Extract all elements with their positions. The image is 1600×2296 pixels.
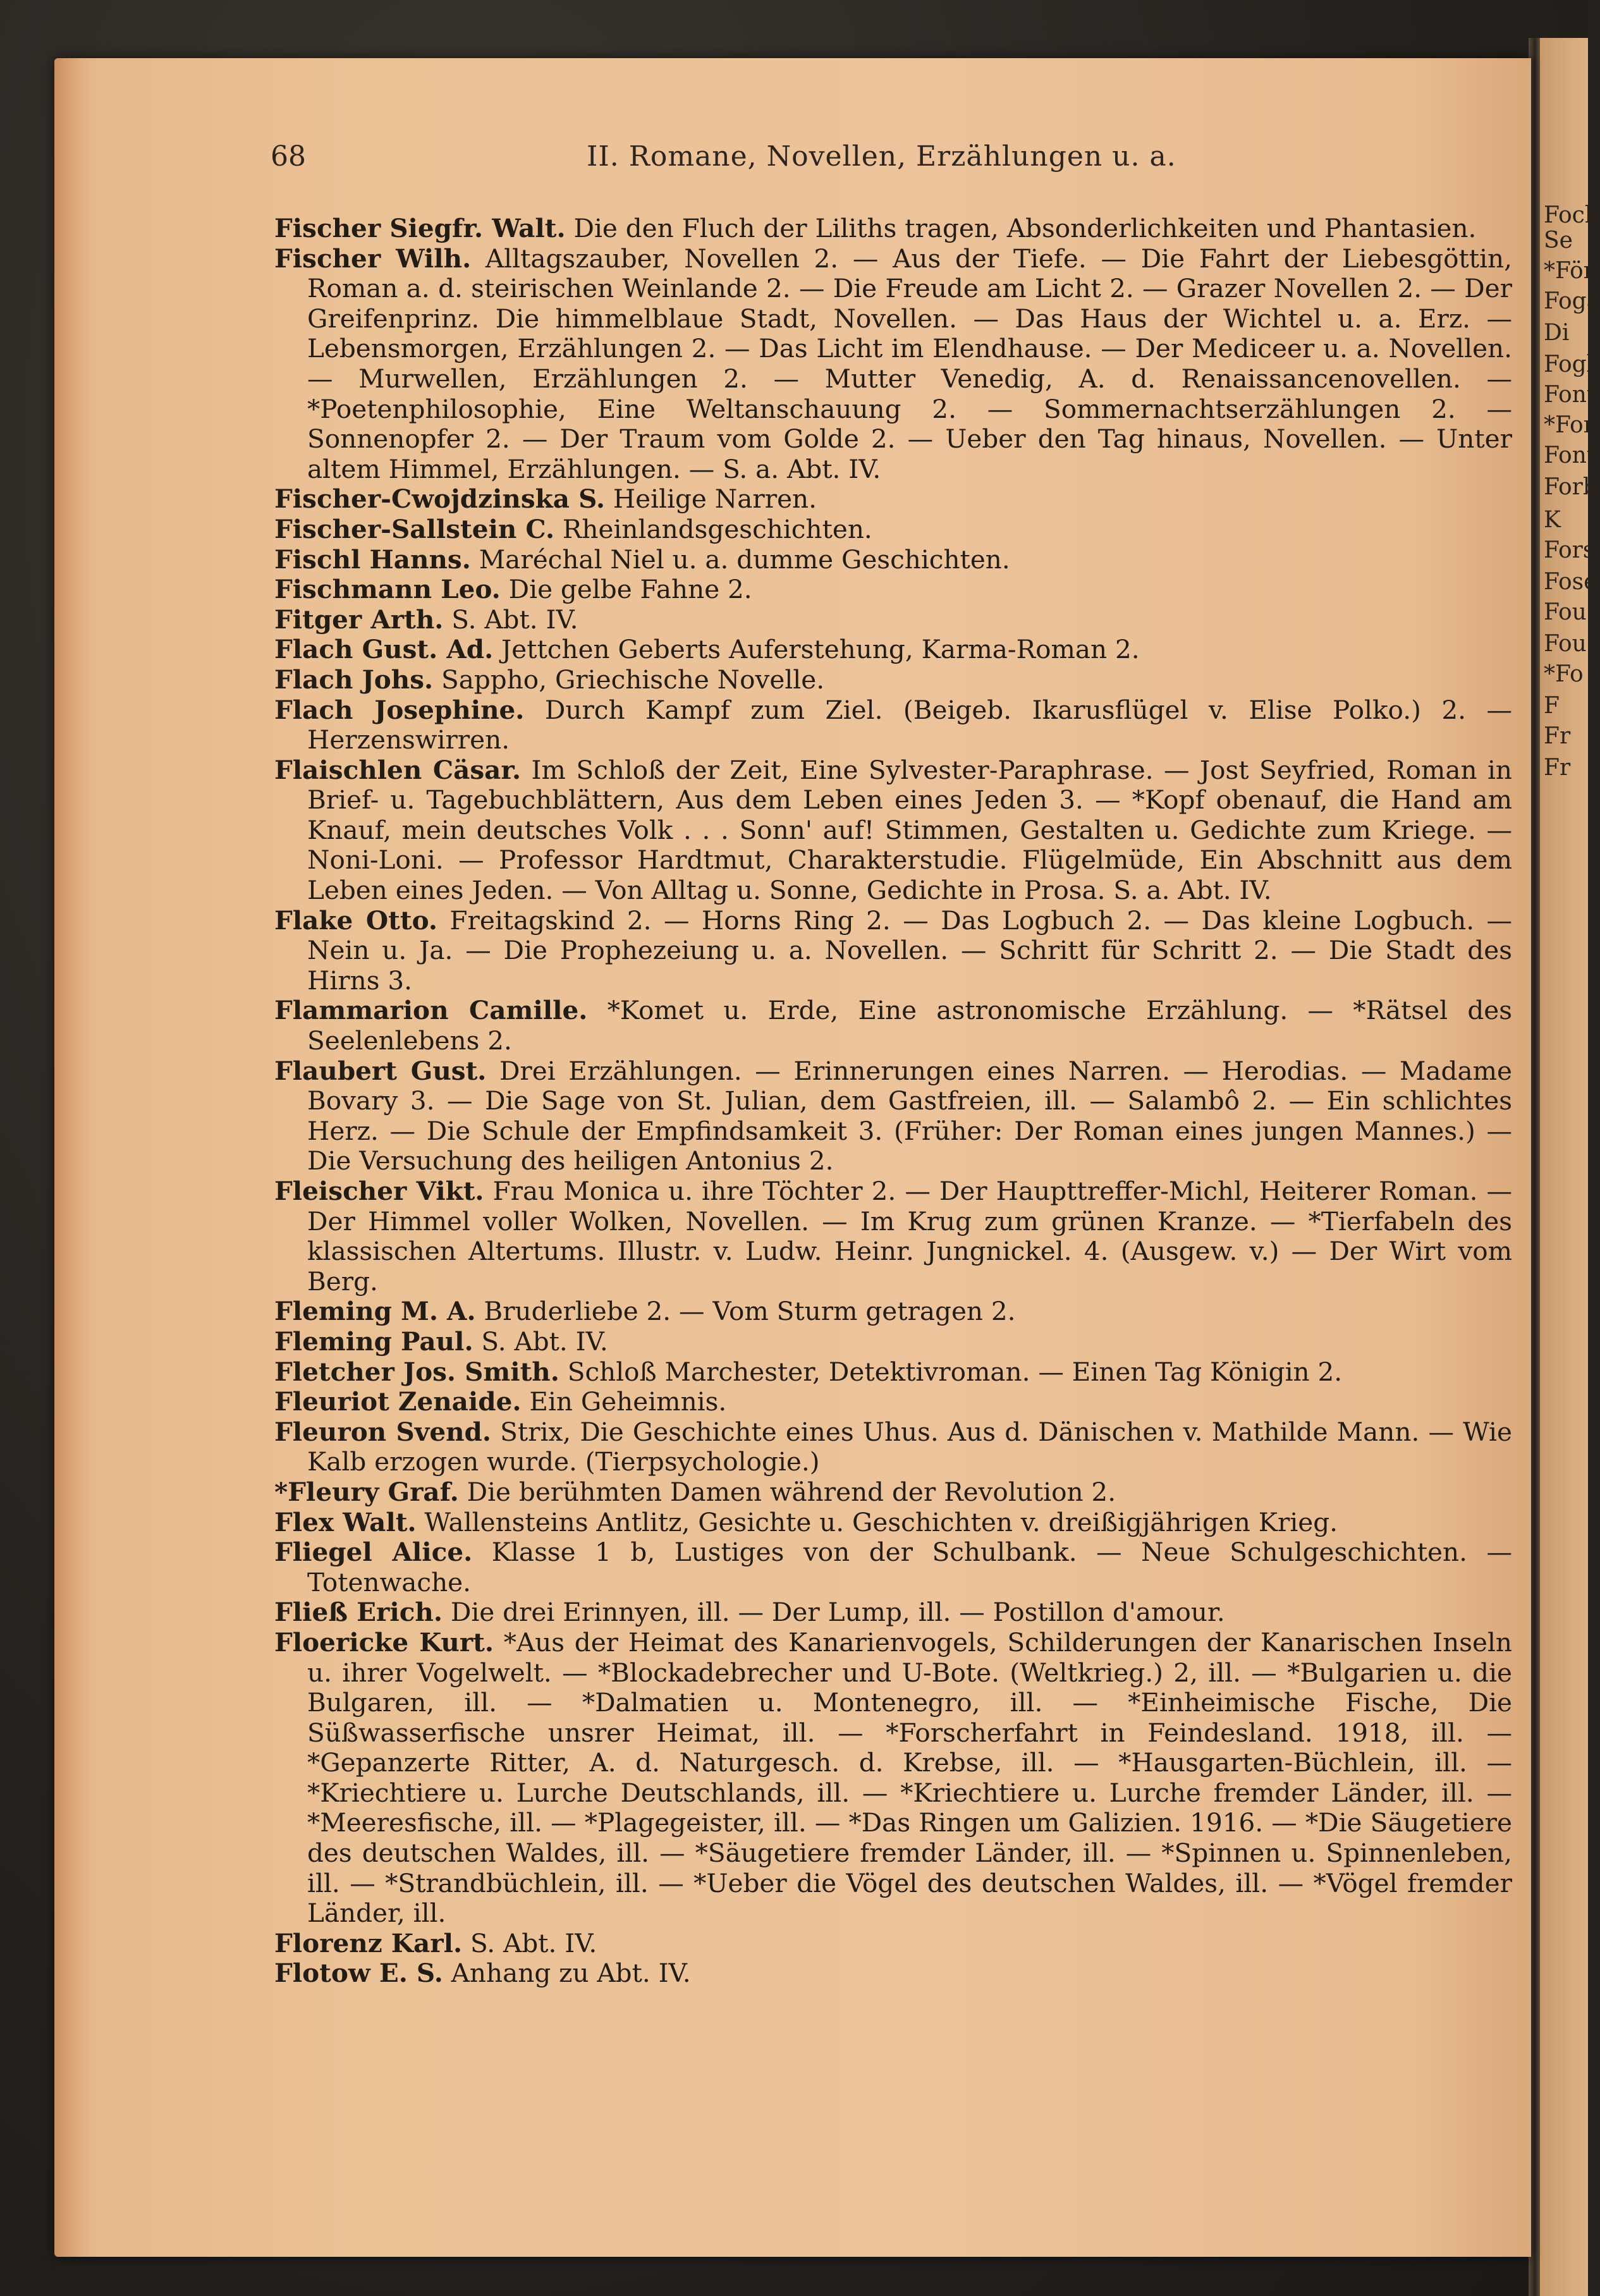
- entry-titles: *Komet u. Erde, Eine astronomische Erzählung. — *Rätsel des Seelenlebens 2.: [307, 995, 1512, 1056]
- author-name: Flotow E. S.: [274, 1958, 443, 1989]
- facing-page-fragment: Se: [1544, 228, 1573, 253]
- facing-page-fragment: Fock: [1544, 202, 1599, 228]
- entry-titles: Frau Monica u. ihre Töchter 2. — Der Haupttreffer-Michl, Heiterer Roman. — Der Himmel voller Wolken, Novellen. — Im Krug zum grünen Kranze. — *Tierfabeln des klassischen Altertums. Illustr. v. Ludw. Heinr. Jungnickel. 4. (Ausgew. v.) — Der Wirt vom Berg.: [307, 1176, 1512, 1297]
- entry-titles: Bruderliebe 2. — Vom Sturm getragen 2.: [475, 1296, 1016, 1327]
- entry-titles: Die drei Erinnyen, ill. — Der Lump, ill. — Postillon d'amour.: [442, 1597, 1225, 1628]
- facing-page-fragment: Fou: [1544, 631, 1587, 657]
- entry-titles: Strix, Die Geschichte eines Uhus. Aus d. Dänischen v. Mathilde Mann. — Wie Kalb erzogen wurde. (Tierpsychologie.): [307, 1416, 1512, 1477]
- author-name: Fischl Hanns.: [274, 544, 471, 575]
- author-name: Fletcher Jos. Smith.: [274, 1356, 559, 1387]
- bibliography-entry: [274, 515, 1512, 545]
- bibliography-entry: [274, 1477, 1512, 1508]
- facing-page-fragment: Font: [1544, 443, 1596, 468]
- entry-titles: S. Abt. IV.: [473, 1326, 608, 1357]
- facing-page-fragment: Font: [1544, 382, 1596, 408]
- bibliography-entry: [274, 545, 1512, 575]
- author-name: Florenz Karl.: [274, 1927, 463, 1958]
- facing-page-fragment: Di: [1544, 320, 1570, 346]
- author-name: Fischmann Leo.: [274, 574, 501, 605]
- author-name: Flammarion Camille.: [274, 995, 588, 1026]
- entry-titles: Jettchen Geberts Auferstehung, Karma-Roman 2.: [493, 634, 1140, 665]
- entry-titles: Anhang zu Abt. IV.: [443, 1958, 691, 1989]
- author-name: Fließ Erich.: [274, 1597, 443, 1628]
- author-name: Fleuron Svend.: [274, 1416, 491, 1447]
- facing-page-fragment: Fr: [1544, 755, 1571, 781]
- facing-page-fragment: Fose: [1544, 569, 1597, 595]
- bibliography-entry: [274, 1176, 1512, 1297]
- entry-titles: Rheinlandsgeschichten.: [554, 513, 872, 544]
- facing-page-fragment: Foga: [1544, 288, 1600, 314]
- entry-titles: Alltagszauber, Novellen 2. — Aus der Tiefe. — Die Fahrt der Liebesgöttin, Roman a. d. steirischen Weinlande 2. — Die Freude am Licht 2. — Grazer Novellen 2. — Der Greifenprinz. Die himmelblaue Stadt, Novellen. — Das Haus der Wichtel u. a. Erz. — Lebensmorgen, Erzählungen 2. — Das Licht im Elendhause. — Der Mediceer u. a. Novellen. — Murwellen, Erzählungen 2. — Mutter Venedig, A. d. Renaissancenovellen. — *Poetenphilosophie, Eine Weltanschauung 2. — Sommernachtserzählungen 2. — Sonnenopfer 2. — Der Traum vom Golde 2. — Ueber den Tag hinaus, Novellen. — Unter altem Himmel, Erzählungen. — S. a. Abt. IV.: [307, 243, 1512, 484]
- entry-titles: Durch Kampf zum Ziel. (Beigeb. Ikarusflügel v. Elise Polko.) 2. — Herzenswirren.: [307, 694, 1512, 755]
- bibliography-entry: [274, 605, 1512, 635]
- entry-titles: Drei Erzählungen. — Erinnerungen eines Narren. — Herodias. — Madame Bovary 3. — Die Sage von St. Julian, dem Gastfreien, ill. — Salambô 2. — Ein schlichtes Herz. — Die Schule der Empfindsamkeit 3. (Früher: Der Roman eines jungen Mannes.) — Die Versuchung des heiligen Antonius 2.: [307, 1055, 1512, 1176]
- entry-titles: Wallensteins Antlitz, Gesichte u. Geschichten v. dreißigjährigen Krieg.: [416, 1506, 1338, 1537]
- author-name: *Fleury Graf.: [274, 1476, 459, 1507]
- author-name: Flach Johs.: [274, 664, 434, 695]
- bibliography-entry: [274, 1327, 1512, 1357]
- entry-titles: Maréchal Niel u. a. dumme Geschichten.: [470, 544, 1010, 575]
- bibliography-entry: [274, 1929, 1512, 1959]
- author-name: Fischer Wilh.: [274, 243, 472, 274]
- entry-titles: Sappho, Griechische Novelle.: [433, 664, 825, 695]
- facing-page-fragment: *För: [1544, 258, 1594, 284]
- page-edge: [54, 58, 80, 2257]
- entry-titles: Die den Fluch der Liliths tragen, Absonderlichkeiten und Phantasien.: [565, 213, 1477, 243]
- entry-titles: Im Schloß der Zeit, Eine Sylvester-Paraphrase. — Jost Seyfried, Roman in Brief- u. Tagebuchblättern, Aus dem Leben eines Jeden 3. — *Kopf obenauf, die Hand am Knauf, mein deutsches Volk . . . Sonn' auf! Stimmen, Gestalten u. Gedichte zum Kriege. — Noni-Loni. — Professor Hardtmut, Charakterstudie. Flügelmüde, Ein Abschnitt aus dem Leben eines Jeden. — Von Alltag u. Sonne, Gedichte in Prosa. S. a. Abt. IV.: [307, 754, 1512, 906]
- bibliography-entry: [274, 1056, 1512, 1176]
- facing-page-fragment: Fors: [1544, 537, 1595, 563]
- facing-page-fragment: *Fo: [1544, 661, 1584, 687]
- bibliography-entry: [274, 575, 1512, 605]
- author-name: Fleuriot Zenaide.: [274, 1386, 522, 1417]
- entry-titles: Die gelbe Fahne 2.: [500, 574, 752, 605]
- entry-titles: S. Abt. IV.: [443, 604, 578, 635]
- entry-titles: Heilige Narren.: [604, 484, 817, 515]
- author-name: Fitger Arth.: [274, 604, 444, 635]
- bibliography-entry: [274, 1297, 1512, 1327]
- bibliography-entry: [274, 695, 1512, 755]
- page-header: [271, 140, 1510, 185]
- entry-titles: *Aus der Heimat des Kanarienvogels, Schilderungen der Kanarischen Inseln u. ihrer Vogelwelt. — *Blockadebrecher und U-Bote. (Weltkrieg.) 2, ill. — *Bulgarien u. die Bulgaren, ill. — *Dalmatien u. Montenegro, ill. — *Einheimische Fische, Die Süßwasserfische unsrer Heimat, ill. — *Forscherfahrt in Feindesland. 1918, ill. — *Gepanzerte Ritter, A. d. Naturgesch. d. Krebse, ill. — *Hausgarten-Büchlein, ill. — *Kriechtiere u. Lurche Deutschlands, ill. — *Kriechtiere u. Lurche fremder Länder, ill. — *Meeresfische, ill. — *Plagegeister, ill. — *Das Ringen um Galizien. 1916. — *Die Säugetiere des deutschen Waldes, ill. — *Säugetiere fremder Länder, ill. — *Spinnen u. Spinnenleben, ill. — *Strandbüchlein, ill. — *Ueber die Vögel des deutschen Waldes, ill. — *Vögel fremder Länder, ill.: [307, 1627, 1512, 1929]
- bibliography-entry: [274, 1597, 1512, 1628]
- bibliography-entry: [274, 665, 1512, 695]
- facing-page-fragment: Fr: [1544, 723, 1571, 749]
- bibliography-entry: [274, 1357, 1512, 1388]
- facing-page-edge: [1540, 38, 1600, 2296]
- author-name: Flach Josephine.: [274, 694, 525, 725]
- bibliography-entry: [274, 755, 1512, 906]
- entry-titles: Freitagskind 2. — Horns Ring 2. — Das Logbuch 2. — Das kleine Logbuch. — Nein u. Ja. — Die Prophezeiung u. a. Novellen. — Schritt für Schritt 2. — Die Stadt des Hirns 3.: [307, 905, 1513, 996]
- bibliography-entry: [274, 244, 1512, 485]
- entry-titles: Klasse 1 b, Lustiges von der Schulbank. — Neue Schulgeschichten. — Totenwache.: [307, 1537, 1512, 1597]
- author-name: Fliegel Alice.: [274, 1537, 473, 1568]
- author-name: Fischer-Cwojdzinska S.: [274, 484, 605, 515]
- entry-titles: Schloß Marchester, Detektivroman. — Einen Tag Königin 2.: [559, 1356, 1343, 1387]
- bibliography-entry: [274, 1958, 1512, 1989]
- author-name: Fleischer Vikt.: [274, 1176, 484, 1206]
- page-number: 68: [271, 140, 306, 173]
- bibliography-entry: [274, 635, 1512, 665]
- bibliography-entry: [274, 1387, 1512, 1417]
- running-title: II. Romane, Novellen, Erzählungen u. a.: [587, 140, 1176, 173]
- bibliography-entry: [274, 1508, 1512, 1538]
- bibliography-entry: [274, 906, 1512, 996]
- bibliography-entry: [274, 996, 1512, 1056]
- bibliography-entry: [274, 1417, 1512, 1477]
- author-name: Flaubert Gust.: [274, 1055, 487, 1086]
- entry-list: [274, 214, 1512, 1989]
- bibliography-entry: [274, 1628, 1512, 1929]
- author-name: Fleming Paul.: [274, 1326, 473, 1357]
- facing-page-fragment: F: [1544, 693, 1560, 719]
- author-name: Fischer-Sallstein C.: [274, 513, 555, 544]
- bibliography-entry: [274, 1537, 1512, 1597]
- author-name: Flaischlen Cäsar.: [274, 754, 522, 785]
- bibliography-entry: [274, 484, 1512, 515]
- entry-titles: Ein Geheimnis.: [521, 1386, 727, 1417]
- facing-page-fragment: Forb: [1544, 474, 1597, 500]
- facing-page-fragment: Fou: [1544, 599, 1587, 625]
- facing-page-fragment: Fogl: [1544, 351, 1594, 377]
- entry-titles: Die berühmten Damen während der Revolution 2.: [458, 1476, 1116, 1507]
- bibliography-entry: [274, 214, 1512, 244]
- author-name: Flach Gust. Ad.: [274, 634, 494, 665]
- author-name: Floericke Kurt.: [274, 1627, 494, 1658]
- author-name: Fischer Siegfr. Walt.: [274, 213, 566, 243]
- entry-titles: S. Abt. IV.: [462, 1927, 597, 1958]
- author-name: Flex Walt.: [274, 1506, 417, 1537]
- author-name: Flake Otto.: [274, 905, 437, 936]
- facing-page-fragment: K: [1544, 507, 1561, 533]
- author-name: Fleming M. A.: [274, 1296, 476, 1327]
- facing-page-fragment: *Fon: [1544, 412, 1598, 438]
